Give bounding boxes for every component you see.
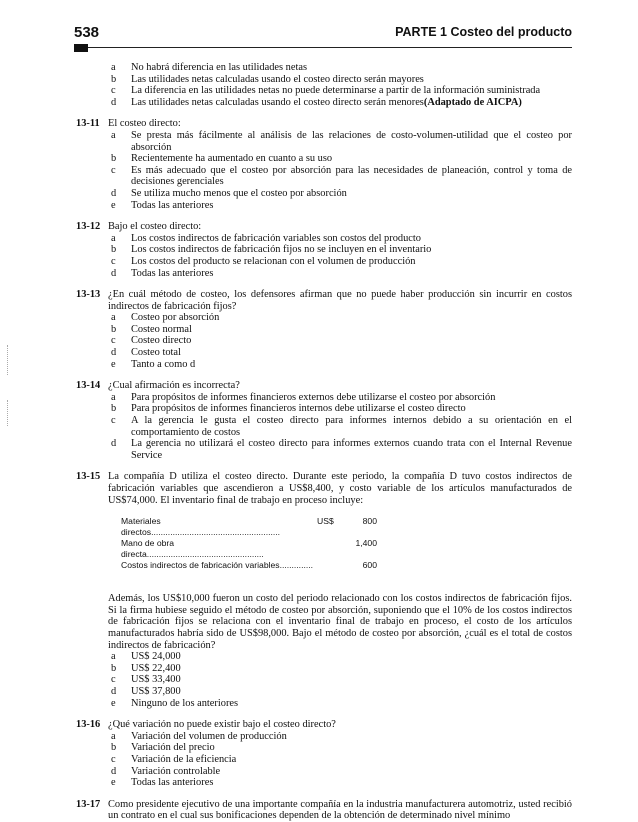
- option-item: a US$ 24,000: [111, 651, 181, 663]
- header-rule: [74, 47, 572, 48]
- option-item: a Costeo por absorción: [111, 312, 220, 324]
- question-number: 13-11: [76, 118, 100, 130]
- question-stem: ¿Cual afirmación es incorrecta?: [108, 380, 240, 392]
- source-citation: (Adaptado de AICPA): [423, 96, 522, 108]
- question-13-17: [76, 799, 572, 822]
- question-number: 13-15: [76, 471, 101, 483]
- question-prev-options: [76, 62, 572, 108]
- question-13-15-continued: [76, 593, 572, 651]
- option-item: a Los costos indirectos de fabricación variables son costos del producto: [111, 232, 421, 244]
- header-block-mark: [74, 44, 88, 52]
- part-label: PARTE 1: [395, 25, 447, 39]
- question-13-12: [76, 221, 572, 233]
- question-number: 13-16: [76, 719, 101, 731]
- option-item: b Las utilidades netas calculadas usando el costeo directo serán mayores: [111, 73, 424, 85]
- question-stem-continued: Además, los US$10,000 fueron un costo del periodo relacionado con los costos indirectos de fabricación fijos. Si la firma hubiese seguido el método de costeo por absorción, suponiendo que el 10% de los costos indirectos de fabricación fijos se relaciona con el inventario final de trabajo en proceso, el costo de los artículos manufacturados habría sido de US$98,000. Bajo el método de costeo por absorción, ¿cuál es el total de costos indirectos de fabricación?: [108, 593, 572, 651]
- inventory-table: [121, 516, 377, 571]
- question-number: 13-12: [76, 221, 101, 233]
- running-head: [395, 25, 572, 39]
- option-item: e Ninguno de los anteriores: [111, 697, 239, 709]
- option-item: d La gerencia no utilizará el costeo directo para informes externos cuando trata con el Internal Revenue Service: [111, 438, 572, 461]
- option-item: d Variación controlable: [111, 765, 221, 777]
- option-item: c A la gerencia le gusta el costeo directo para informes internos debido a su orientación en el comportamiento de costos: [111, 415, 572, 438]
- option-item: c Es más adecuado que el costeo por absorción para las necesidades de planeación, control y toma de decisiones gerenciales: [111, 164, 572, 188]
- option-item: c Variación de la eficiencia: [111, 753, 237, 765]
- question-13-13: [76, 289, 572, 312]
- question-13-11: [76, 118, 572, 130]
- question-stem: ¿En cuál método de costeo, los defensores afirman que no puede haber producción sin incurrir en costos indirectos de fabricación fijos?: [108, 289, 572, 312]
- option-item: b Para propósitos de informes financieros internos debe utilizarse el costeo directo: [111, 403, 466, 415]
- question-number: 13-17: [76, 798, 101, 810]
- option-item: d US$ 37,800: [111, 685, 181, 697]
- question-number: 13-13: [76, 289, 101, 301]
- table-row: Materiales directos...................................................... US$ 800: [121, 516, 377, 538]
- page-header: [74, 24, 572, 44]
- question-13-14: [76, 380, 572, 392]
- option-item: a Para propósitos de informes financieros externos debe utilizarse el costeo por absorción: [111, 391, 496, 403]
- option-item: a Se presta más fácilmente al análisis de las relaciones de costo-volumen-utilidad que el costeo por absorción: [111, 129, 572, 153]
- question-13-15: [76, 471, 572, 506]
- question-number: 13-14: [76, 380, 101, 392]
- option-item: a No habrá diferencia en las utilidades netas: [111, 62, 307, 73]
- option-item: c Costeo directo: [111, 335, 192, 347]
- question-13-16: [76, 719, 572, 731]
- option-item: e Tanto a como d: [111, 358, 196, 370]
- page-content: [76, 62, 572, 822]
- option-item: b Recientemente ha aumentado en cuanto a su uso: [111, 153, 333, 165]
- option-item: c Los costos del producto se relacionan con el volumen de producción: [111, 255, 416, 267]
- option-item: e Todas las anteriores: [111, 777, 214, 789]
- option-item: a Variación del volumen de producción: [111, 730, 287, 742]
- margin-mark: [7, 345, 10, 375]
- option-item: e Todas las anteriores: [111, 199, 214, 211]
- option-item: d Las utilidades netas calculadas usando el costeo directo serán menores(Adaptado de AICPA): [76, 97, 572, 109]
- option-item: d Se utiliza mucho menos que el costeo por absorción: [111, 187, 347, 199]
- question-stem: ¿Qué variación no puede existir bajo el costeo directo?: [108, 719, 336, 731]
- margin-mark: [7, 400, 10, 426]
- option-item: d Todas las anteriores: [111, 267, 214, 279]
- question-stem: Bajo el costeo directo:: [108, 221, 202, 233]
- option-item: b US$ 22,400: [111, 662, 181, 674]
- page-number: 538: [74, 24, 100, 41]
- question-stem: El costeo directo:: [108, 118, 181, 130]
- option-item: b Los costos indirectos de fabricación fijos no se incluyen en el inventario: [111, 244, 432, 256]
- table-row: Mano de obra directa................................................. 1,400: [121, 538, 377, 560]
- option-item: b Costeo normal: [111, 323, 192, 335]
- option-item: d Costeo total: [111, 347, 181, 359]
- section-title: Costeo del producto: [450, 25, 572, 39]
- table-row: Costos indirectos de fabricación variables.............. 600: [121, 560, 377, 571]
- option-item: c US$ 33,400: [111, 674, 181, 686]
- option-item: c La diferencia en las utilidades netas no puede determinarse a partir de la información suministrada: [111, 85, 541, 97]
- question-stem: La compañía D utiliza el costeo directo. Durante este periodo, la compañía D tuvo costos indirectos de fabricación variables que ascendieron a US$8,400, y costo variable de los artículos manufacturados de US$74,000. El inventario final de trabajo en proceso incluye:: [108, 471, 572, 506]
- question-stem: Como presidente ejecutivo de una importante compañía en la industria manufacturera automotriz, usted recibió un contrato en el cual sus bonificaciones dependen de la obtención de determinado nivel mínimo: [108, 798, 572, 822]
- option-item: b Variación del precio: [111, 742, 215, 754]
